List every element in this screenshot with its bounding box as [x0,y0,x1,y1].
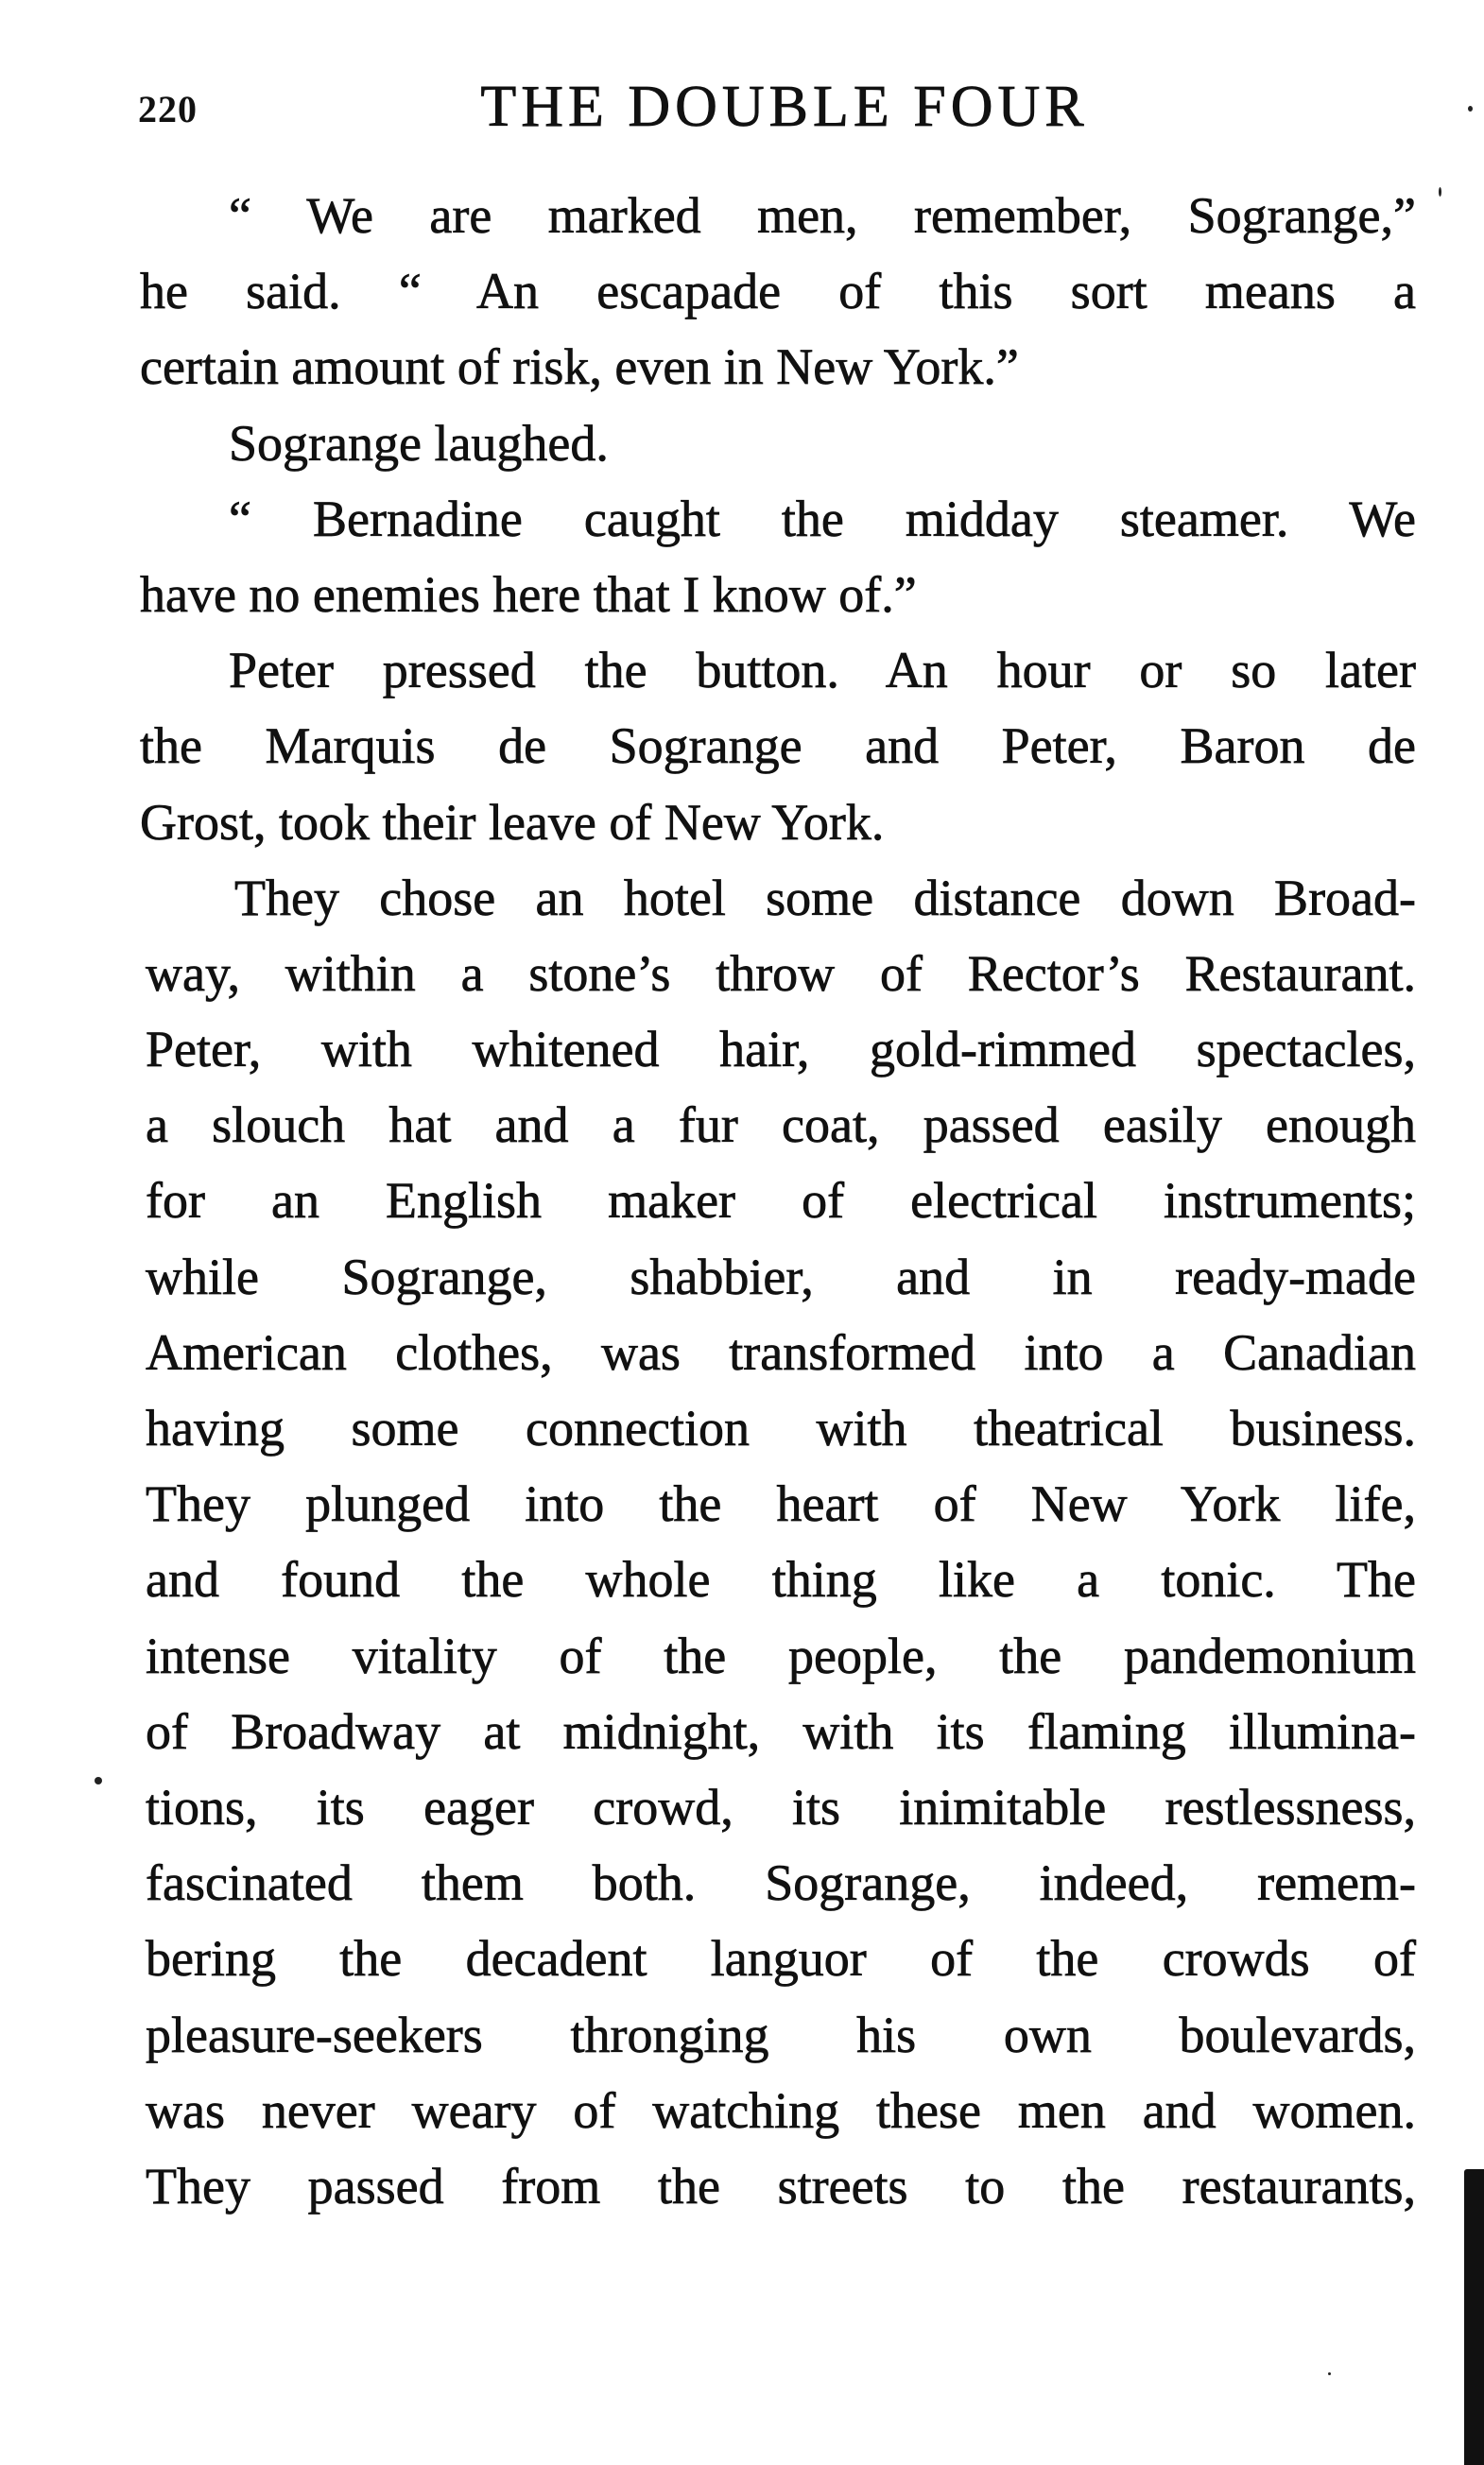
text-line: fascinated them both. Sogrange, indeed, remem- [146,1854,1416,1912]
text-line: tions, its eager crowd, its inimitable restlessness, [146,1778,1416,1836]
text-line: while Sogrange, shabbier, and in ready-made [146,1248,1416,1305]
body-text [140,178,1416,2224]
running-title: THE DOUBLE FOUR [480,75,1089,139]
page-number: 220 [138,88,198,130]
text-line: certain amount of risk, even in New York.” [140,338,1019,396]
text-line: Sogrange laughed. [229,414,609,472]
paragraph [140,860,1416,2224]
paragraph [140,481,1416,632]
paragraph [140,178,1416,405]
text-line: was never weary of watching these men and women. [146,2081,1416,2139]
text-line: Peter, with whitened hair, gold-rimmed spectacles, [146,1021,1416,1078]
text-line: for an English maker of electrical instruments; [146,1172,1416,1230]
text-line: intense vitality of the people, the pandemonium [146,1627,1416,1684]
text-line: have no enemies here that I know of.” [140,565,917,623]
text-line: “ We are marked men, remember, Sogrange,” [229,187,1416,244]
text-line: of Broadway at midnight, with its flaming illumina- [146,1702,1416,1760]
text-line: “ Bernadine caught the midday steamer. We [229,490,1416,547]
text-line: American clothes, was transformed into a Canadian [146,1323,1416,1381]
text-line: They passed from the streets to the restaurants, [146,2157,1416,2215]
text-line: They chose an hotel some distance down Broad- [234,869,1416,926]
scan-speck [1328,2372,1331,2375]
scan-edge-shadow [1464,2169,1484,2465]
text-line: a slouch hat and a fur coat, passed easily enough [146,1096,1416,1154]
paragraph [140,632,1416,860]
text-line: Peter pressed the button. An hour or so later [229,642,1416,699]
text-line: and found the whole thing like a tonic. The [146,1551,1416,1609]
text-line: bering the decadent languor of the crowds of [146,1930,1416,1988]
scan-speck [1439,187,1441,197]
scan-speck [1468,106,1473,112]
text-line: Grost, took their leave of New York. [140,793,885,851]
paragraph [140,405,1416,481]
text-line: he said. “ An escapade of this sort means a [140,263,1416,320]
text-line: pleasure-seekers thronging his own boulevards, [146,2006,1416,2063]
text-line: having some connection with theatrical business. [146,1400,1416,1457]
text-line: way, within a stone’s throw of Rector’s Restaurant. [146,944,1416,1002]
scan-speck [95,1777,102,1784]
text-line: They plunged into the heart of New York life, [146,1475,1416,1533]
text-line: the Marquis de Sogrange and Peter, Baron de [140,717,1416,775]
